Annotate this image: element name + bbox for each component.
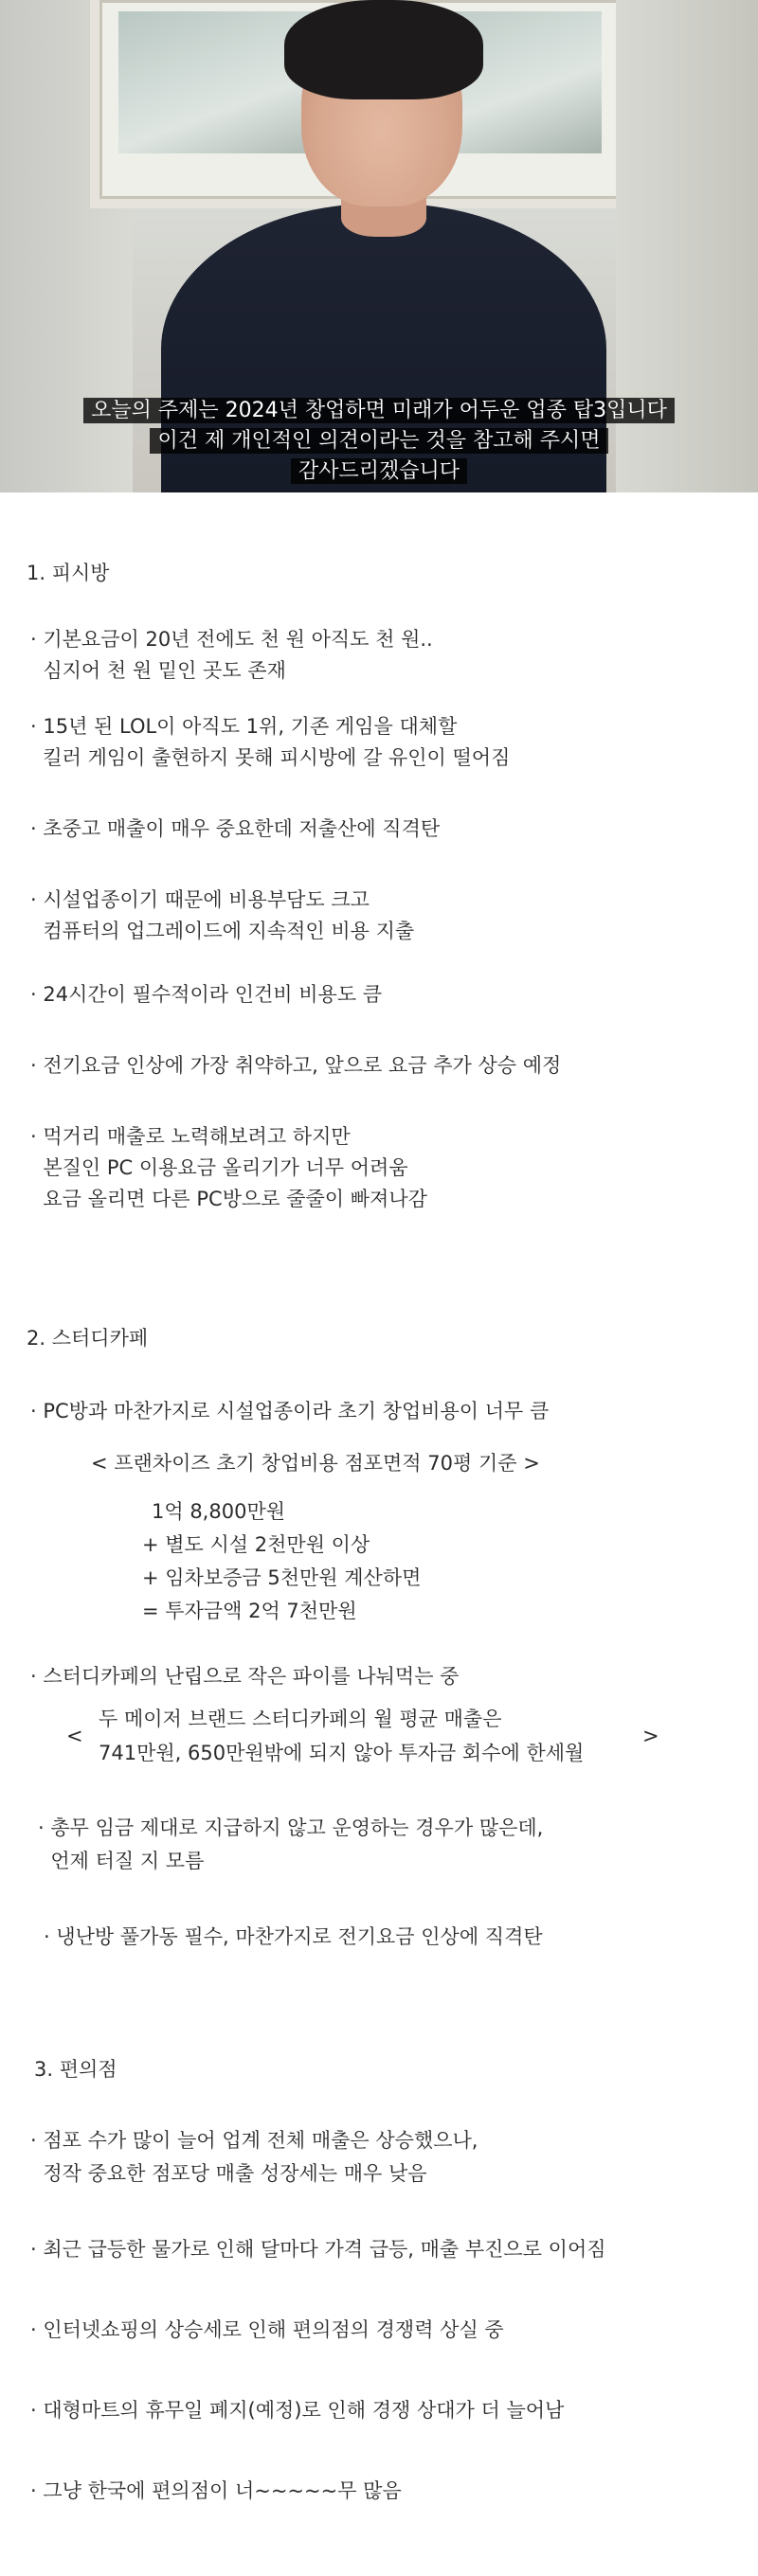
video-thumbnail	[0, 0, 758, 492]
list-item: · 시설업종이기 때문에 비용부담도 크고	[30, 888, 370, 911]
bracket-left: <	[66, 1725, 83, 1747]
list-item: · 대형마트의 휴무일 폐지(예정)로 인해 경쟁 상대가 더 늘어남	[30, 2399, 565, 2422]
subtitle-line-1: 오늘의 주제는 2024년 창업하면 미래가 어두운 업종 탑3입니다	[0, 396, 758, 426]
section-heading-convenience-store: 3. 편의점	[34, 2058, 117, 2081]
list-item: · 전기요금 인상에 가장 취약하고, 앞으로 요금 추가 상승 예정	[30, 1054, 562, 1077]
list-item: · 총무 임금 제대로 지급하지 않고 운영하는 경우가 많은데,	[38, 1816, 544, 1839]
cost-line: + 별도 시설 2천만원 이상	[142, 1533, 370, 1556]
cost-basis-note: < 프랜차이즈 초기 창업비용 점포면적 70평 기준 >	[91, 1452, 540, 1475]
bracket-right: >	[642, 1725, 659, 1747]
list-item: 정작 중요한 점포당 매출 성장세는 매우 낮음	[30, 2162, 427, 2185]
list-item: · 24시간이 필수적이라 인건비 비용도 큼	[30, 983, 383, 1006]
list-item: 심지어 천 원 밑인 곳도 존재	[30, 659, 286, 682]
list-item: · PC방과 마찬가지로 시설업종이라 초기 창업비용이 너무 큼	[30, 1400, 550, 1422]
list-item: · 먹거리 매출로 노력해보려고 하지만	[30, 1125, 351, 1148]
subtitle-line-3: 감사드리겠습니다	[0, 456, 758, 487]
revenue-note: 두 메이저 브랜드 스터디카페의 월 평균 매출은	[99, 1708, 502, 1730]
section-heading-study-cafe: 2. 스터디카페	[27, 1327, 149, 1350]
subtitle-line-2: 이건 제 개인적인 의견이라는 것을 참고해 주시면	[0, 426, 758, 456]
list-item: · 기본요금이 20년 전에도 천 원 아직도 천 원..	[30, 628, 433, 651]
list-item: · 15년 된 LOL이 아직도 1위, 기존 게임을 대체할	[30, 715, 458, 738]
list-item: 요금 올리면 다른 PC방으로 줄줄이 빠져나감	[30, 1188, 427, 1210]
list-item: · 초중고 매출이 매우 중요한데 저출산에 직격탄	[30, 817, 441, 840]
list-item: 언제 터질 지 모름	[38, 1850, 205, 1872]
list-item: · 스터디카페의 난립으로 작은 파이를 나눠먹는 중	[30, 1665, 460, 1688]
revenue-note: 741만원, 650만원밖에 되지 않아 투자금 회수에 한세월	[99, 1742, 585, 1764]
list-item: · 그냥 한국에 편의점이 너~~~~~무 많음	[30, 2479, 402, 2502]
cost-line: 1억 8,800만원	[152, 1500, 286, 1523]
person-hair	[284, 0, 483, 99]
list-item: 본질인 PC 이용요금 올리기가 너무 어려움	[30, 1156, 408, 1179]
list-item: · 점포 수가 많이 늘어 업계 전체 매출은 상승했으나,	[30, 2129, 478, 2152]
list-item: · 냉난방 풀가동 필수, 마찬가지로 전기요금 인상에 직격탄	[44, 1925, 543, 1948]
cost-line: + 임차보증금 5천만원 계산하면	[142, 1566, 422, 1589]
list-item: · 인터넷쇼핑의 상승세로 인해 편의점의 경쟁력 상실 중	[30, 2318, 504, 2341]
section-heading-pc-bang: 1. 피시방	[27, 562, 110, 584]
list-item: 컴퓨터의 업그레이드에 지속적인 비용 지출	[30, 920, 415, 942]
list-item: 킬러 게임이 출현하지 못해 피시방에 갈 유인이 떨어짐	[30, 746, 511, 769]
list-item: · 최근 급등한 물가로 인해 달마다 가격 급등, 매출 부진으로 이어짐	[30, 2238, 606, 2261]
cost-line: = 투자금액 2억 7천만원	[142, 1600, 357, 1622]
